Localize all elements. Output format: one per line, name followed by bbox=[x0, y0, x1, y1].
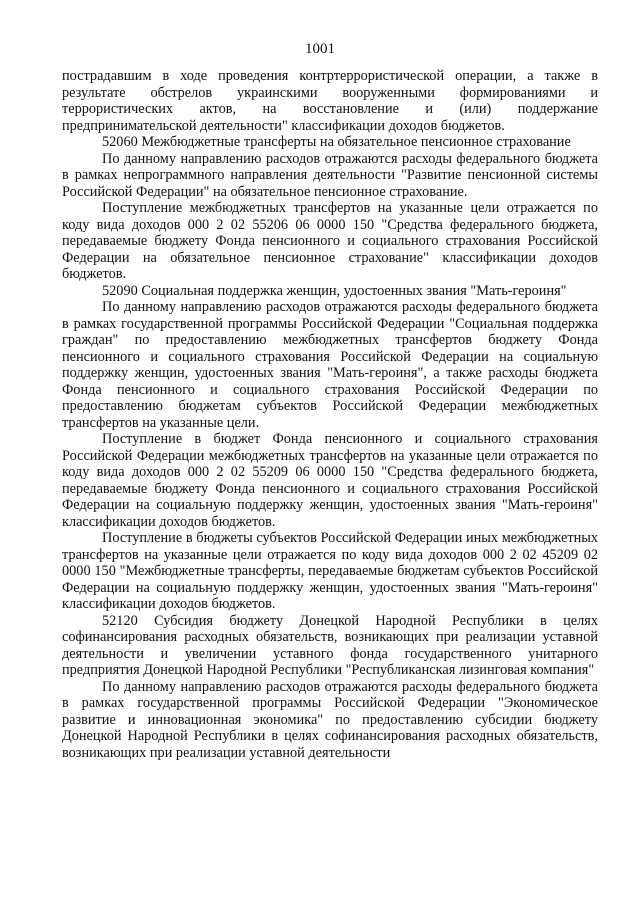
paragraph-continuation: пострадавшим в ходе проведения контртеррористической операции, а также в результате обстрелов украинскими вооруженными формированиями и террористических актов, на восстановление и (или) поддержание предпринимательской деятельности" классификации доходов бюджетов. bbox=[62, 68, 598, 134]
section-heading-52060: 52060 Межбюджетные трансферты на обязательное пенсионное страхование bbox=[102, 134, 571, 150]
paragraph: Поступление межбюджетных трансфертов на указанные цели отражается по коду вида доходов 000 2 02 55206 06 0000 150 "Средства федерального бюджета, передаваемые бюджету Фонда пенсионного и социального страхования Российской Федерации на обязательное пенсионное страхование" классификации доходов бюджетов. bbox=[62, 200, 598, 282]
page-number: 1001 bbox=[305, 41, 335, 57]
document-body bbox=[62, 68, 598, 761]
section-heading-52090: 52090 Социальная поддержка женщин, удостоенных звания "Мать-героиня" bbox=[102, 282, 567, 299]
paragraph: По данному направлению расходов отражаются расходы федерального бюджета в рамках государственной программы Российской Федерации "Социальная поддержка граждан" по предоставлению межбюджетных трансфертов бюджету Фонда пенсионного и социального страхования Российской Федерации на социальную поддержку женщин, удостоенных звания "Мать-героиня", а также расходы бюджета Фонда пенсионного и социального страхования Российской Федерации по предоставлению бюджетам субъектов Российской Федерации межбюджетных трансфертов на указанные цели. bbox=[62, 299, 598, 431]
paragraph: По данному направлению расходов отражаются расходы федерального бюджета в рамках государственной программы Российской Федерации "Экономическое развитие и инновационная экономика" по предоставлению субсидии бюджету Донецкой Народной Республики в целях софинансирования расходных обязательств, возникающих при реализации уставной деятельности bbox=[62, 678, 598, 761]
paragraph: По данному направлению расходов отражаются расходы федерального бюджета в рамках непрограммного направления деятельности "Развитие пенсионной системы Российской Федерации" на обязательное пенсионное страхование. bbox=[62, 150, 598, 200]
paragraph: Поступление в бюджеты субъектов Российской Федерации иных межбюджетных трансфертов на указанные цели отражается по коду вида доходов 000 2 02 45209 02 0000 150 "Межбюджетные трансферты, передаваемые бюджетам субъектов Российской Федерации на социальную поддержку женщин, удостоенных звания "Мать-героиня" классификации доходов бюджетов. bbox=[62, 530, 598, 612]
paragraph: Поступление в бюджет Фонда пенсионного и социального страхования Российской Федерации межбюджетных трансфертов на указанные цели отражается по коду вида доходов 000 2 02 55209 06 0000 150 "Средства федерального бюджета, передаваемые бюджету Фонда пенсионного и социального страхования Российской Федерации на социальную поддержку женщин, удостоенных звания "Мать-героиня" классификации доходов бюджетов. bbox=[62, 431, 598, 530]
section-heading-52120: 52120 Субсидия бюджету Донецкой Народной Республики в целях софинансирования расходных обязательств, возникающих при реализации уставной деятельности и увеличении уставного фонда государственного унитарного предприятия Донецкой Народной Республики "Республиканская лизинговая компания" bbox=[62, 612, 598, 678]
